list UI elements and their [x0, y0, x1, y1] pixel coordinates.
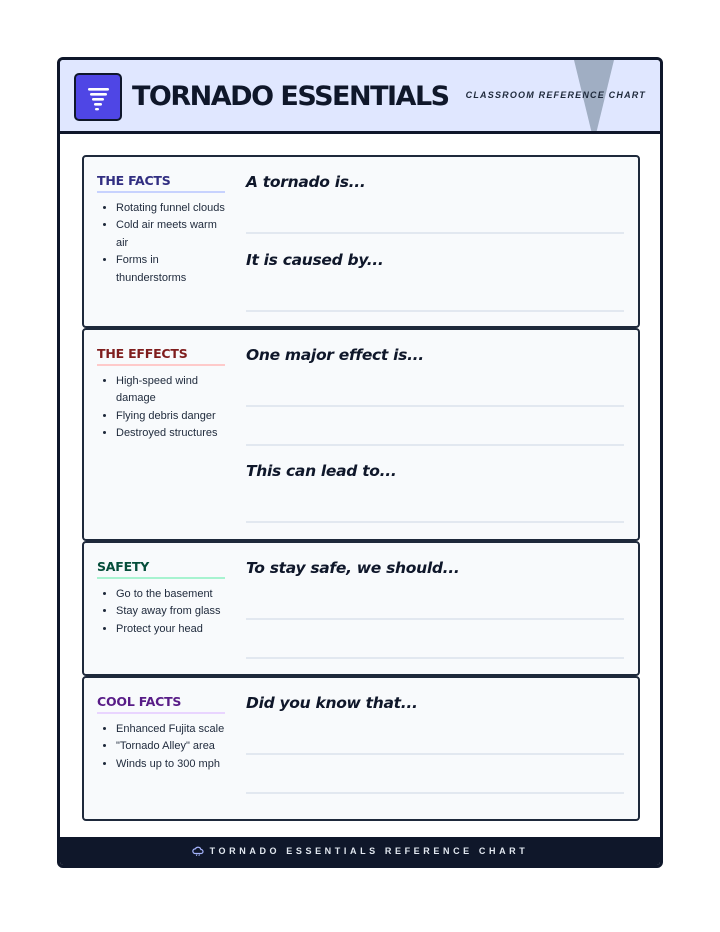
- list-item: • Enhanced Fujita scale: [116, 721, 229, 738]
- writing-line[interactable]: [246, 618, 624, 620]
- list-item: • Go to the basement: [116, 586, 229, 603]
- chart-header: [60, 60, 660, 134]
- footer-text: TORNADO ESSENTIALS REFERENCE CHART: [209, 846, 529, 856]
- writing-line[interactable]: [246, 753, 624, 755]
- list-item: • Rotating funnel clouds: [116, 200, 229, 217]
- list-item: • Flying debris danger: [116, 408, 229, 425]
- writing-prompt: This can lead to...: [246, 462, 397, 480]
- list-item: • High-speed wind damage: [116, 373, 229, 408]
- writing-line[interactable]: [246, 310, 624, 312]
- list-item: • "Tornado Alley" area: [116, 738, 229, 755]
- list-item: • Winds up to 300 mph: [116, 756, 229, 773]
- section-safety: [82, 541, 640, 676]
- effects-list: [101, 373, 229, 443]
- writing-line[interactable]: [246, 792, 624, 794]
- writing-line[interactable]: [246, 444, 624, 446]
- writing-line[interactable]: [246, 657, 624, 659]
- section-title: COOL FACTS: [97, 694, 225, 714]
- writing-prompt: To stay safe, we should...: [246, 559, 460, 577]
- writing-line[interactable]: [246, 232, 624, 234]
- chart-footer: [60, 837, 660, 865]
- list-item: • Forms in thunderstorms: [116, 252, 229, 287]
- safety-list: [101, 586, 229, 638]
- facts-list: [101, 200, 229, 287]
- cool-facts-list: [101, 721, 229, 773]
- page-subtitle: CLASSROOM REFERENCE CHART: [465, 90, 646, 100]
- section-title: SAFETY: [97, 559, 225, 579]
- writing-prompt: One major effect is...: [246, 346, 424, 364]
- section-title: THE EFFECTS: [97, 346, 225, 366]
- list-item: • Destroyed structures: [116, 425, 229, 442]
- reference-chart: [57, 57, 663, 868]
- list-item: • Cold air meets warm air: [116, 217, 229, 252]
- list-item: • Stay away from glass: [116, 603, 229, 620]
- writing-line[interactable]: [246, 405, 624, 407]
- tornado-icon: [76, 75, 120, 119]
- writing-prompt: Did you know that...: [246, 694, 418, 712]
- writing-line[interactable]: [246, 521, 624, 523]
- section-effects: [82, 328, 640, 541]
- section-cool-facts: [82, 676, 640, 821]
- cloud-icon: [192, 846, 204, 856]
- logo-badge: [74, 73, 122, 121]
- writing-prompt: It is caused by...: [246, 251, 384, 269]
- section-facts: [82, 155, 640, 328]
- page-title: TORNADO ESSENTIALS: [132, 81, 449, 112]
- writing-prompt: A tornado is...: [246, 173, 366, 191]
- section-title: THE FACTS: [97, 173, 225, 193]
- list-item: • Protect your head: [116, 621, 229, 638]
